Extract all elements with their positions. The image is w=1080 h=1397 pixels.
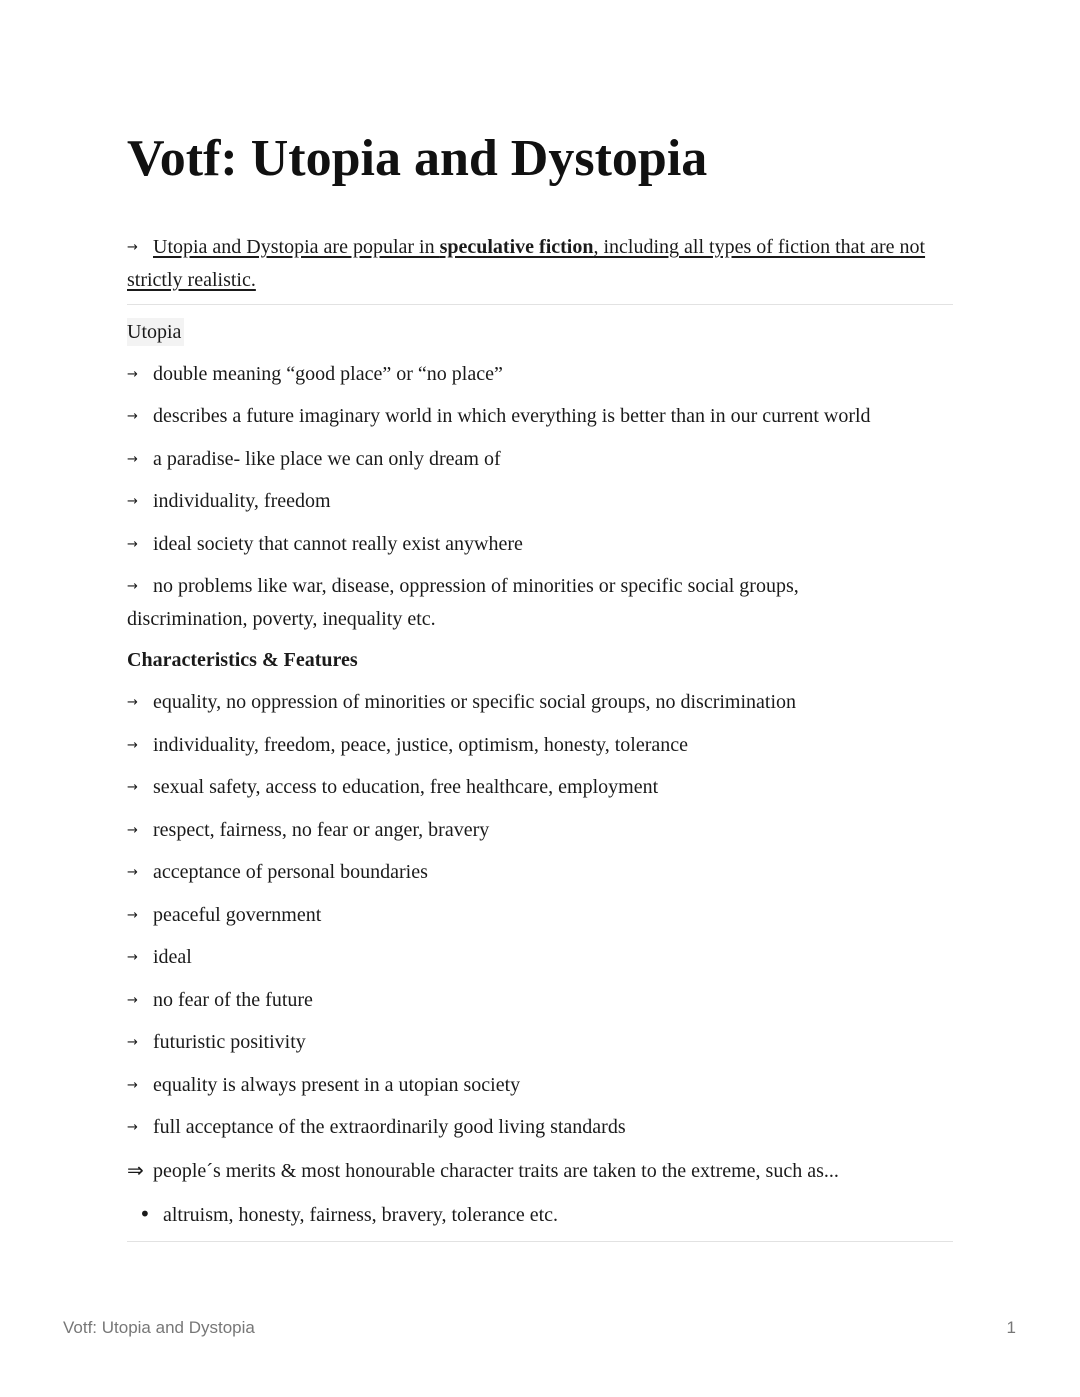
divider-top (127, 304, 953, 305)
list-item-text: sexual safety, access to education, free healthcare, employment (153, 776, 659, 798)
arrow-icon: → (127, 822, 138, 838)
list-item-text: equality is always present in a utopian society (153, 1073, 521, 1096)
list-item-text: acceptance of personal boundaries (153, 861, 428, 883)
arrow-icon: → (127, 695, 138, 710)
arrow-icon: → (127, 865, 138, 880)
list-item-text: no fear of the future (153, 988, 313, 1011)
list-item-text: individuality, freedom, peace, justice, optimism, honesty, tolerance (153, 733, 689, 756)
list-item (127, 771, 953, 814)
arrow-icon: → (127, 537, 138, 552)
intro-paragraph (127, 231, 953, 296)
list-item (127, 941, 953, 984)
list-item-text: individuality, freedom (153, 490, 331, 512)
list-item-text: equality, no oppression of minorities or specific social groups, no discrimination (153, 691, 797, 713)
list-item (127, 814, 953, 857)
list-item (127, 856, 953, 899)
arrow-icon: → (127, 494, 138, 509)
list-item-text: describes a future imaginary world in which everything is better than in our current world (153, 405, 871, 427)
list-item-text: double meaning “good place” or “no place” (153, 363, 503, 385)
list-item-text: peaceful government (153, 903, 322, 926)
list-item (127, 1111, 953, 1154)
list-item-text: no problems like war, disease, oppression of minorities or specific social groups, discrimination, poverty, inequality etc. (127, 575, 799, 630)
implication-line (127, 1154, 953, 1198)
list-item (127, 570, 867, 635)
arrow-icon: → (127, 409, 138, 424)
list-item (127, 443, 953, 485)
utopia-label: Utopia (127, 318, 184, 346)
list-item (127, 899, 953, 942)
list-item (127, 400, 953, 443)
list-item (127, 984, 953, 1027)
list-item-text: ideal (153, 946, 192, 968)
page-title: Votf: Utopia and Dystopia (127, 130, 708, 187)
intro-bold-term: speculative fiction (439, 236, 594, 258)
bullet-text: altruism, honesty, fairness, bravery, tolerance etc. (163, 1203, 559, 1226)
arrow-icon: → (127, 1077, 138, 1093)
list-item-text: ideal society that cannot really exist anywhere (153, 533, 523, 555)
list-item (127, 528, 953, 570)
arrow-icon: → (127, 579, 138, 594)
list-item (127, 729, 953, 772)
arrow-icon: → (127, 950, 138, 965)
implies-icon: ⇒ (127, 1157, 144, 1182)
bullet-item (127, 1198, 953, 1230)
arrow-icon: → (127, 780, 138, 795)
list-item (127, 485, 953, 528)
list-item-text: a paradise- like place we can only dream of (153, 448, 501, 470)
utopia-list (127, 358, 953, 635)
list-item-text: respect, fairness, no fear or anger, bravery (153, 818, 490, 841)
arrow-icon: → (127, 907, 138, 923)
arrow-icon: → (127, 452, 138, 467)
arrow-icon: → (127, 992, 138, 1008)
arrow-icon: → (127, 367, 138, 382)
list-item-text: futuristic positivity (153, 1031, 306, 1053)
list-item (127, 1026, 953, 1069)
list-item (127, 686, 953, 729)
characteristics-heading: Characteristics & Features (127, 649, 358, 671)
list-item-text: full acceptance of the extraordinarily good living standards (153, 1116, 626, 1138)
page-number: 1 (1006, 1318, 1016, 1337)
footer-title: Votf: Utopia and Dystopia (63, 1318, 255, 1337)
divider-bottom (127, 1241, 953, 1242)
arrow-icon: → (127, 240, 138, 255)
implication-text: people´s merits & most honourable character traits are taken to the extreme, such as... (153, 1159, 839, 1182)
list-item (127, 1069, 953, 1112)
characteristics-list (127, 686, 953, 1230)
bullet-icon: • (139, 1201, 151, 1226)
list-item (127, 358, 953, 400)
arrow-icon: → (127, 1035, 138, 1050)
intro-text-end: , including all types of fiction that are not strictly realistic. (127, 236, 926, 291)
intro-text-start: Utopia and Dystopia are popular in (153, 236, 440, 258)
arrow-icon: → (127, 737, 138, 753)
arrow-icon: → (127, 1120, 138, 1135)
